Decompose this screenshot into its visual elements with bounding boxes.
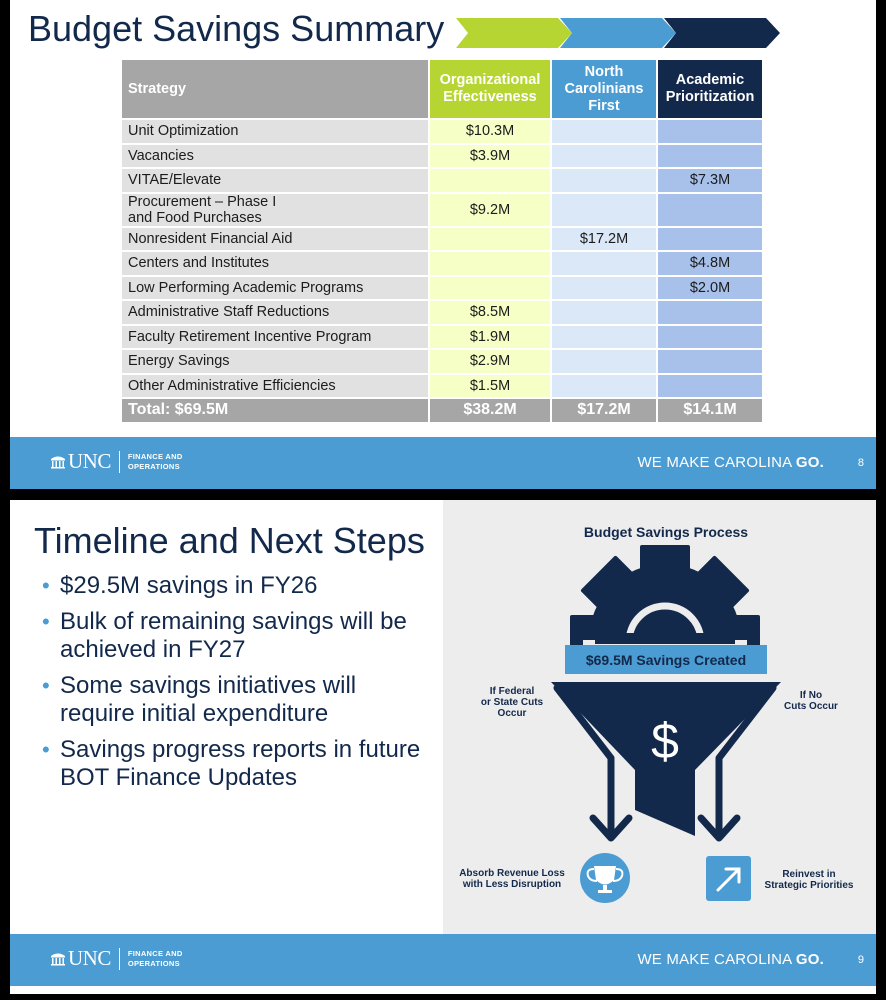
unit-name-line2: OPERATIONS	[127, 461, 180, 471]
table-row	[122, 193, 763, 227]
bullet-list	[40, 572, 430, 800]
slide-budget-savings-summary	[10, 0, 876, 489]
cell-strategy: Unit Optimization	[122, 119, 429, 144]
bullet-item: • Some savings initiatives will require initial expenditure	[40, 672, 430, 728]
cell-ap	[657, 227, 763, 252]
page-number: 9	[857, 954, 864, 966]
cell-org: $1.5M	[429, 374, 551, 399]
logo-text: UNC	[68, 449, 111, 473]
unit-name	[128, 949, 183, 969]
cell-strategy: Centers and Institutes	[122, 251, 429, 276]
bullet-item: • Savings progress reports in future BOT Finance Updates	[40, 736, 430, 792]
cell-strategy: Vacancies	[122, 144, 429, 169]
cell-ncf	[551, 144, 657, 169]
header-strategy: Strategy	[122, 60, 429, 119]
page-number: 8	[857, 457, 864, 469]
cell-strategy-line1: Procurement – Phase I	[128, 193, 277, 210]
tagline	[637, 951, 824, 968]
chevron-lime	[456, 18, 572, 48]
header-organizational-effectiveness: Organizational Effectiveness	[429, 60, 551, 119]
slide-timeline-next-steps	[10, 500, 876, 994]
gear-bar	[595, 633, 735, 644]
bullet-item: • Bulk of remaining savings will be achieved in FY27	[40, 608, 430, 664]
budget-savings-table	[122, 60, 764, 424]
cell-org: $1.9M	[429, 325, 551, 350]
cell-ncf: $17.2M	[551, 227, 657, 252]
process-diagram	[443, 500, 876, 934]
chevron-blue	[560, 18, 676, 48]
table-header-row	[122, 60, 763, 119]
header-academic-prioritization: Academic Prioritization	[657, 60, 763, 119]
cell-strategy	[122, 193, 429, 227]
unc-logo	[50, 449, 183, 474]
table-row	[122, 325, 763, 350]
unc-logo	[50, 946, 183, 971]
budget-savings-process-graphic	[443, 500, 876, 934]
process-title: Budget Savings Process	[583, 524, 749, 540]
chevron-arrows-decoration	[456, 18, 786, 48]
cell-org: $9.2M	[429, 193, 551, 227]
table-row	[122, 276, 763, 301]
slide-title: Budget Savings Summary	[28, 8, 445, 49]
unit-name-line2: OPERATIONS	[127, 958, 180, 968]
table-row	[122, 168, 763, 193]
left-outcome-label	[459, 868, 565, 890]
cell-org	[429, 168, 551, 193]
cell-ncf	[551, 349, 657, 374]
left-outcome-line: Absorb Revenue Loss	[459, 868, 565, 879]
table-row	[122, 227, 763, 252]
old-well-icon	[50, 454, 66, 469]
cell-org: $8.5M	[429, 300, 551, 325]
logo-text: UNC	[68, 946, 111, 970]
cell-ncf	[551, 276, 657, 301]
table-row	[122, 144, 763, 169]
cell-ncf	[551, 251, 657, 276]
left-condition-line: Occur	[497, 708, 527, 719]
cell-ncf	[551, 193, 657, 227]
cell-org: $3.9M	[429, 144, 551, 169]
cell-ap: $2.0M	[657, 276, 763, 301]
cell-ap	[657, 193, 763, 227]
right-condition-line: Cuts Occur	[784, 701, 838, 712]
cell-org: $2.9M	[429, 349, 551, 374]
cell-ap	[657, 300, 763, 325]
cell-org: $10.3M	[429, 119, 551, 144]
header-north-carolinians-first: North Carolinians First	[551, 60, 657, 119]
unit-name-line1: FINANCE AND	[127, 948, 183, 958]
chevron-navy	[664, 18, 780, 48]
table-row	[122, 251, 763, 276]
unit-name-line1: FINANCE AND	[127, 451, 183, 461]
logo-divider	[119, 451, 120, 473]
cell-ap	[657, 325, 763, 350]
total-ncf: $17.2M	[551, 398, 657, 423]
cell-strategy: Faculty Retirement Incentive Program	[122, 325, 429, 350]
cell-strategy-line2: and Food Purchases	[128, 209, 262, 226]
cell-ap	[657, 119, 763, 144]
table-total-row	[122, 398, 763, 423]
savings-banner-text: $69.5M Savings Created	[585, 652, 747, 668]
table-row	[122, 119, 763, 144]
cell-strategy: Low Performing Academic Programs	[122, 276, 429, 301]
left-condition-line: or State Cuts	[480, 697, 544, 708]
cell-ap: $7.3M	[657, 168, 763, 193]
right-outcome-line: Strategic Priorities	[764, 880, 854, 891]
tagline-bold: GO.	[795, 454, 824, 471]
cell-ap: $4.8M	[657, 251, 763, 276]
dollar-icon: $	[651, 713, 679, 769]
right-outcome-line: Reinvest in	[782, 869, 836, 880]
cell-ncf	[551, 119, 657, 144]
cell-org	[429, 227, 551, 252]
total-label: Total: $69.5M	[122, 398, 429, 423]
right-condition-label	[784, 690, 838, 712]
total-ap: $14.1M	[657, 398, 763, 423]
total-org: $38.2M	[429, 398, 551, 423]
unit-name	[128, 452, 183, 472]
tagline-prefix: WE MAKE CAROLINA	[637, 454, 796, 471]
bullet-item: • $29.5M savings in FY26	[40, 572, 430, 600]
cell-strategy: Administrative Staff Reductions	[122, 300, 429, 325]
table-row	[122, 349, 763, 374]
cell-strategy: Energy Savings	[122, 349, 429, 374]
logo-divider	[119, 948, 120, 970]
table-row	[122, 300, 763, 325]
cell-org	[429, 251, 551, 276]
cell-strategy: VITAE/Elevate	[122, 168, 429, 193]
slide-title: Timeline and Next Steps	[34, 520, 425, 561]
cell-ncf	[551, 168, 657, 193]
tagline	[637, 454, 824, 471]
cell-ncf	[551, 300, 657, 325]
table-row	[122, 374, 763, 399]
cell-ncf	[551, 325, 657, 350]
left-condition-label	[481, 686, 544, 719]
slide-footer	[10, 934, 876, 986]
cell-strategy: Other Administrative Efficiencies	[122, 374, 429, 399]
cell-ncf	[551, 374, 657, 399]
cell-ap	[657, 144, 763, 169]
left-outcome-line: with Less Disruption	[462, 879, 562, 890]
slide-footer	[10, 437, 876, 489]
cell-ap	[657, 374, 763, 399]
right-condition-line: If No	[799, 690, 823, 701]
right-outcome-label	[765, 869, 854, 891]
cell-ap	[657, 349, 763, 374]
tagline-bold: GO.	[795, 951, 824, 968]
tagline-prefix: WE MAKE CAROLINA	[637, 951, 796, 968]
old-well-icon	[50, 951, 66, 966]
cell-org	[429, 276, 551, 301]
cell-strategy: Nonresident Financial Aid	[122, 227, 429, 252]
left-condition-line: If Federal	[489, 686, 535, 697]
